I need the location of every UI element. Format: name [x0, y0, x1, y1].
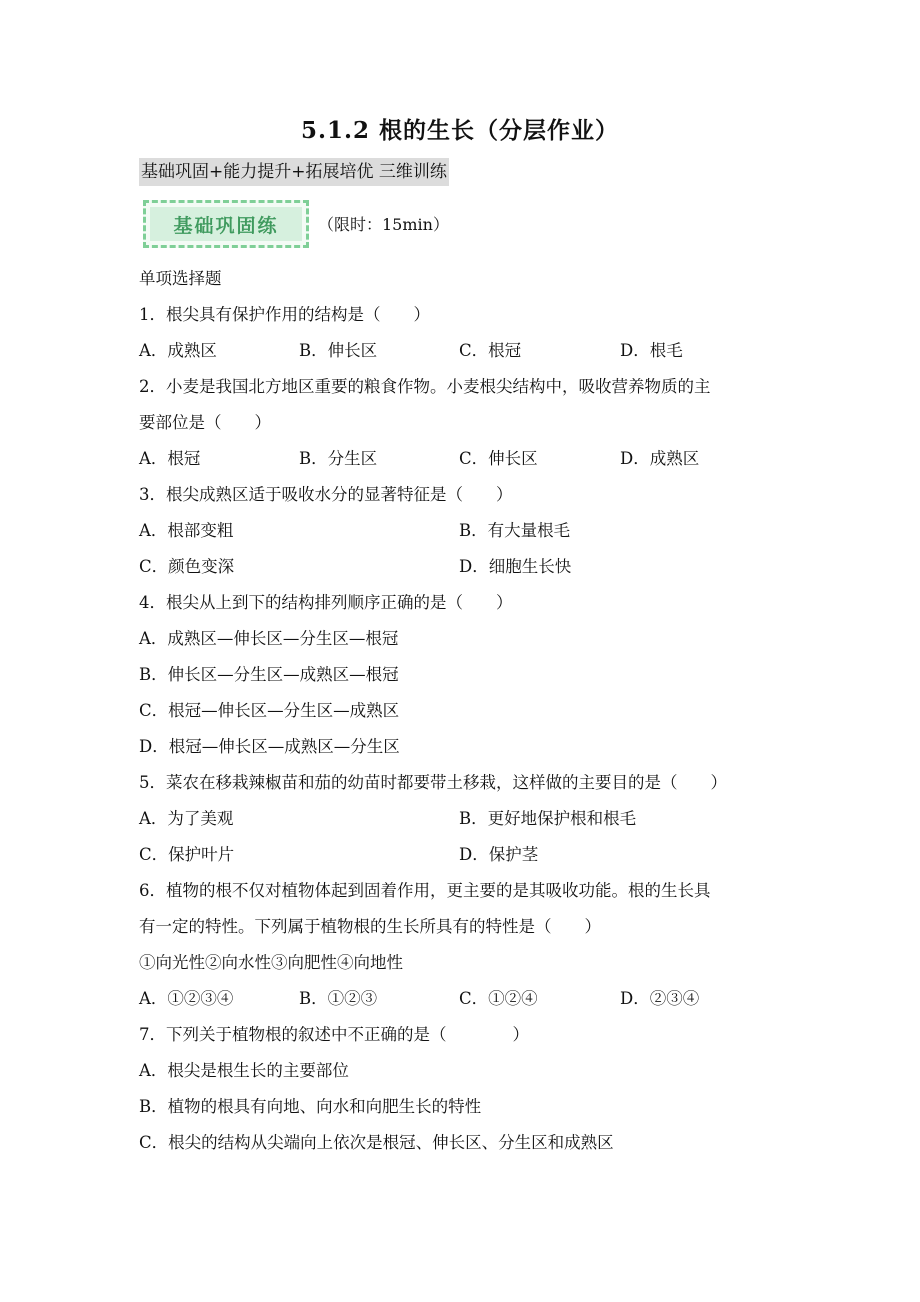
question-stem-line: 有一定的特性。下列属于植物根的生长所具有的特性是（ ）	[139, 917, 601, 936]
answer-option[interactable]: D．②③④	[620, 989, 700, 1008]
answer-option[interactable]: D．保护茎	[459, 845, 539, 864]
answer-option[interactable]: B．分生区	[299, 449, 378, 468]
question-stem-line: 7．下列关于植物根的叙述中不正确的是（ ）	[139, 1025, 529, 1044]
answer-option[interactable]: C．颜色变深	[139, 557, 235, 576]
subtitle-banner: 基础巩固+能力提升+拓展培优 三维训练	[139, 158, 449, 186]
answer-option[interactable]: C．①②④	[459, 989, 538, 1008]
answer-option[interactable]: D．成熟区	[620, 449, 700, 468]
answer-option[interactable]: D．根冠—伸长区—成熟区—分生区	[139, 737, 400, 756]
question-stem-line: 要部位是（ ）	[139, 413, 271, 432]
answer-option[interactable]: C．根尖的结构从尖端向上依次是根冠、伸长区、分生区和成熟区	[139, 1133, 614, 1152]
answer-option[interactable]: A．成熟区—伸长区—分生区—根冠	[139, 629, 399, 648]
answer-option[interactable]: B．更好地保护根和根毛	[459, 809, 637, 828]
answer-option[interactable]: A．①②③④	[139, 989, 234, 1008]
question-stem-line: 6．植物的根不仅对植物体起到固着作用，更主要的是其吸收功能。根的生长具	[139, 881, 711, 900]
section-label: 单项选择题	[139, 269, 222, 288]
answer-option[interactable]: B．①②③	[299, 989, 378, 1008]
time-limit: （限时：15min）	[318, 215, 449, 234]
answer-option[interactable]: D．细胞生长快	[459, 557, 572, 576]
answer-option[interactable]: A．根冠	[139, 449, 201, 468]
answer-option[interactable]: C．根冠—伸长区—分生区—成熟区	[139, 701, 400, 720]
answer-option[interactable]: A．根尖是根生长的主要部位	[139, 1061, 349, 1080]
section-badge-label: 基础巩固练	[150, 207, 302, 241]
question-stem-line: ①向光性②向水性③向肥性④向地性	[139, 953, 403, 972]
answer-option[interactable]: A．为了美观	[139, 809, 234, 828]
question-stem-line: 3．根尖成熟区适于吸收水分的显著特征是（ ）	[139, 485, 513, 504]
answer-option[interactable]: A．成熟区	[139, 341, 217, 360]
answer-option[interactable]: B．有大量根毛	[459, 521, 571, 540]
answer-option[interactable]: B．伸长区	[299, 341, 378, 360]
answer-option[interactable]: B．伸长区—分生区—成熟区—根冠	[139, 665, 399, 684]
question-stem-line: 1．根尖具有保护作用的结构是（ ）	[139, 305, 430, 324]
section-badge	[143, 200, 309, 248]
question-stem-line: 2．小麦是我国北方地区重要的粮食作物。小麦根尖结构中，吸收营养物质的主	[139, 377, 711, 396]
answer-option[interactable]: A．根部变粗	[139, 521, 234, 540]
question-stem-line: 5．菜农在移栽辣椒苗和茄的幼苗时都要带土移栽，这样做的主要目的是（ ）	[139, 773, 727, 792]
answer-option[interactable]: B．植物的根具有向地、向水和向肥生长的特性	[139, 1097, 482, 1116]
answer-option[interactable]: D．根毛	[620, 341, 683, 360]
question-stem-line: 4．根尖从上到下的结构排列顺序正确的是（ ）	[139, 593, 513, 612]
answer-option[interactable]: C．保护叶片	[139, 845, 235, 864]
answer-option[interactable]: C．伸长区	[459, 449, 538, 468]
answer-option[interactable]: C．根冠	[459, 341, 522, 360]
page-title: 5.1.2 根的生长（分层作业）	[300, 117, 620, 144]
